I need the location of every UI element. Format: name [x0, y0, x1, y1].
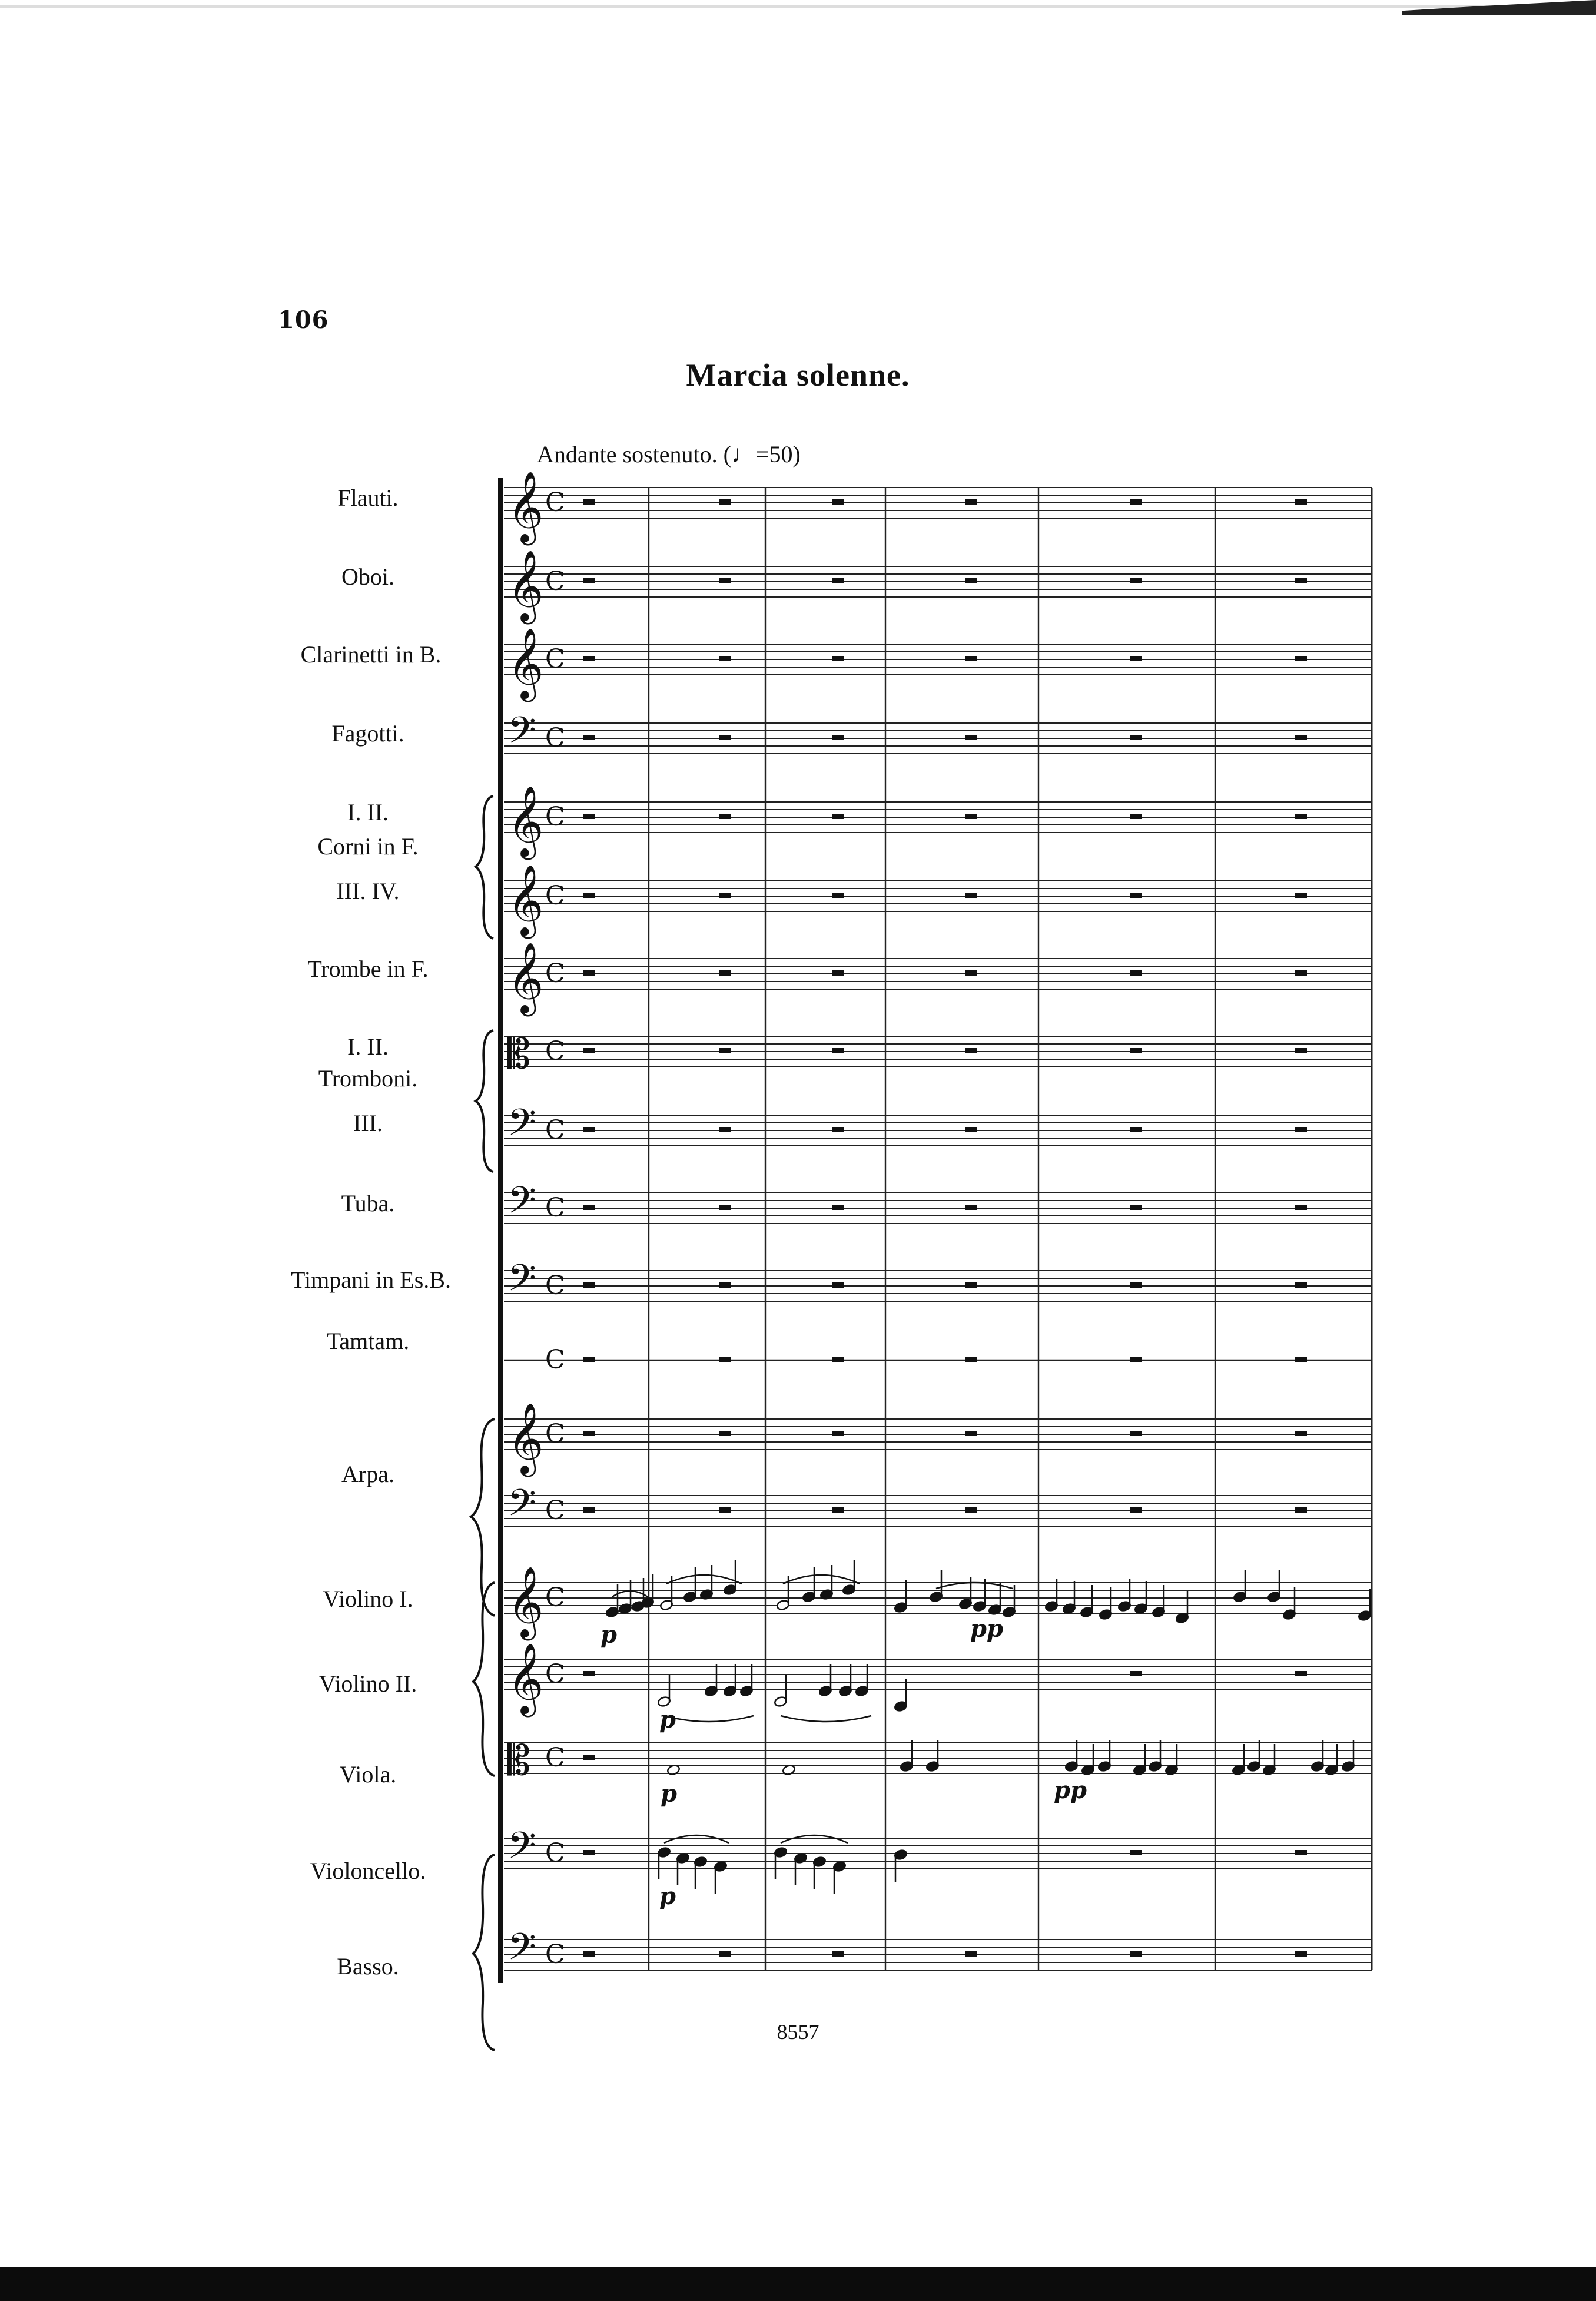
- whole-rest: [1295, 1282, 1307, 1288]
- whole-rest: [583, 1127, 595, 1132]
- whole-rest: [583, 1671, 595, 1676]
- whole-rest: [1130, 1671, 1142, 1676]
- whole-rest: [583, 1282, 595, 1288]
- whole-rest: [1295, 1127, 1307, 1132]
- whole-rest: [583, 1507, 595, 1513]
- dynamic-p: p: [659, 1706, 676, 1733]
- label-clarinetti: Clarinetti in B.: [300, 641, 442, 668]
- whole-rest: [1295, 1951, 1307, 1957]
- whole-rest: [832, 578, 844, 583]
- whole-rest: [965, 1507, 977, 1513]
- clef-icon: 𝄢: [507, 1823, 536, 1876]
- whole-rest: [965, 499, 977, 505]
- whole-rest: [719, 1507, 731, 1513]
- whole-rest: [1130, 1357, 1142, 1362]
- whole-rest: [583, 1431, 595, 1436]
- clef-icon: 𝄞: [507, 1642, 544, 1714]
- staff: [504, 802, 1372, 833]
- slur: [936, 1583, 1013, 1589]
- system-bracket: [498, 478, 503, 1983]
- whole-rest: [1295, 1205, 1307, 1210]
- whole-rest: [965, 970, 977, 976]
- label-tromboni-upper: I. II.: [347, 1033, 389, 1060]
- label-violino1: Violino I.: [323, 1586, 413, 1612]
- clef-icon: 𝄢: [507, 1178, 536, 1231]
- whole-rest: [965, 656, 977, 661]
- clef-icon: 𝄞: [507, 864, 544, 936]
- brace-corni: [476, 796, 493, 939]
- time-signature: C: [545, 1659, 565, 1689]
- page-number: 106: [278, 306, 329, 334]
- whole-rest: [1130, 656, 1142, 661]
- time-signature: C: [545, 1743, 565, 1773]
- dynamic-p: p: [659, 1882, 676, 1910]
- label-arpa: Arpa.: [341, 1461, 394, 1487]
- whole-rest: [832, 499, 844, 505]
- whole-rest: [583, 970, 595, 976]
- whole-rest: [965, 578, 977, 583]
- time-signature: C: [545, 566, 565, 596]
- staff: [504, 1036, 1372, 1067]
- slur: [781, 1716, 871, 1722]
- clef-icon: 𝄞: [507, 1402, 544, 1474]
- time-signature: C: [545, 1838, 565, 1868]
- time-signature: C: [545, 723, 565, 753]
- time-signature: C: [545, 488, 565, 518]
- whole-rest: [719, 893, 731, 898]
- whole-rest: [1130, 1127, 1142, 1132]
- brace-violini: [473, 1583, 495, 1776]
- whole-rest: [1130, 578, 1142, 583]
- barlines: [649, 488, 1372, 1970]
- whole-rest: [583, 1205, 595, 1210]
- whole-rest: [1130, 1431, 1142, 1436]
- label-tromboni-group: Tromboni.: [318, 1065, 418, 1092]
- label-tuba: Tuba.: [341, 1190, 395, 1216]
- time-signature: C: [545, 959, 565, 989]
- whole-rest: [832, 893, 844, 898]
- whole-rest: [583, 1755, 595, 1760]
- staff: [504, 1838, 1372, 1869]
- tempo-text: Andante sostenuto.: [537, 441, 718, 468]
- clef-icon: 𝄡: [507, 1736, 531, 1785]
- whole-rest: [965, 1951, 977, 1957]
- whole-rest: [832, 1357, 844, 1362]
- whole-rest: [719, 1431, 731, 1436]
- time-signature: C: [545, 1345, 565, 1375]
- time-signature: C: [545, 1583, 565, 1613]
- whole-rest: [719, 1127, 731, 1132]
- whole-rest: [965, 814, 977, 819]
- clef-icon: 𝄞: [507, 627, 544, 699]
- label-viola: Viola.: [339, 1761, 397, 1788]
- staff: [504, 1939, 1372, 1970]
- whole-rest: [1295, 1850, 1307, 1855]
- clef-icon: 𝄞: [507, 785, 544, 857]
- whole-rest: [1295, 1671, 1307, 1676]
- clef-icon: 𝄞: [507, 941, 544, 1013]
- time-signature: C: [545, 1496, 565, 1526]
- whole-rest: [719, 499, 731, 505]
- whole-rest: [1130, 1048, 1142, 1053]
- staff: [504, 1193, 1372, 1224]
- whole-rest: [719, 578, 731, 583]
- whole-rest: [965, 893, 977, 898]
- whole-rest: [719, 970, 731, 976]
- whole-rest: [832, 1048, 844, 1053]
- label-trombe: Trombe in F.: [307, 956, 429, 982]
- staff: [504, 1271, 1372, 1301]
- whole-rest: [965, 1357, 977, 1362]
- whole-rest: [719, 1048, 731, 1053]
- whole-rest: [583, 499, 595, 505]
- whole-rest: [832, 1507, 844, 1513]
- tempo-marking: Andante sostenuto. (♩=50): [537, 441, 801, 468]
- whole-rest: [583, 656, 595, 661]
- slur: [781, 1835, 848, 1843]
- whole-rest: [1130, 1205, 1142, 1210]
- whole-rest: [1295, 1357, 1307, 1362]
- time-signature: C: [545, 1271, 565, 1301]
- whole-rest: [1130, 893, 1142, 898]
- group-braces: [471, 796, 495, 2050]
- clef-icon: 𝄢: [507, 1100, 536, 1153]
- whole-rest: [1295, 814, 1307, 819]
- whole-rest: [719, 1357, 731, 1362]
- label-corni-lower: III. IV.: [336, 878, 400, 904]
- whole-rest: [719, 1282, 731, 1288]
- clef-icon: 𝄡: [507, 1030, 531, 1078]
- brace-tromboni: [476, 1030, 493, 1172]
- whole-rest: [832, 1951, 844, 1957]
- whole-rest: [583, 735, 595, 740]
- clef-icon: 𝄞: [507, 549, 544, 621]
- clef-icon: 𝄢: [507, 1925, 536, 1977]
- clef-icon: 𝄢: [507, 1256, 536, 1308]
- whole-rest: [965, 1048, 977, 1053]
- clef-icon: 𝄢: [507, 1481, 536, 1533]
- label-flauti: Flauti.: [337, 485, 399, 511]
- whole-rest: [965, 735, 977, 740]
- time-signature: C: [545, 1193, 565, 1223]
- label-corni-group: Corni in F.: [317, 833, 419, 860]
- whole-rest: [1130, 1282, 1142, 1288]
- rests: [583, 499, 1307, 1957]
- staff: [504, 881, 1372, 911]
- dynamic-pp: pp: [970, 1615, 1003, 1643]
- time-signature: C: [545, 1036, 565, 1066]
- staff: [504, 959, 1372, 989]
- staff: [504, 1659, 1372, 1690]
- dynamic-pp: pp: [1054, 1776, 1087, 1804]
- whole-rest: [719, 814, 731, 819]
- whole-rest: [1295, 656, 1307, 661]
- label-fagotti: Fagotti.: [331, 720, 404, 747]
- label-violino2: Violino II.: [318, 1670, 417, 1697]
- slur: [664, 1716, 754, 1722]
- time-signature: C: [545, 1115, 565, 1145]
- whole-rest: [1295, 970, 1307, 976]
- whole-rest: [832, 1127, 844, 1132]
- time-signature: C: [545, 802, 565, 832]
- whole-rest: [832, 735, 844, 740]
- label-violoncello: Violoncello.: [310, 1858, 426, 1884]
- whole-rest: [1295, 735, 1307, 740]
- whole-rest: [1130, 735, 1142, 740]
- whole-rest: [832, 1431, 844, 1436]
- whole-rest: [1130, 1850, 1142, 1855]
- staff: [504, 566, 1372, 597]
- plate-number: 8557: [777, 2020, 819, 2044]
- label-basso: Basso.: [337, 1953, 399, 1980]
- whole-rest: [1295, 1507, 1307, 1513]
- whole-rest: [1295, 893, 1307, 898]
- staff: [504, 723, 1372, 754]
- bottom-scan-edge: [0, 2267, 1596, 2301]
- clef-icon: 𝄞: [507, 470, 544, 542]
- clef-icon: 𝄢: [507, 708, 536, 761]
- staff: [504, 1115, 1372, 1146]
- whole-rest: [1130, 1507, 1142, 1513]
- label-timpani: Timpani in Es.B.: [291, 1266, 451, 1293]
- time-signature: C: [545, 644, 565, 674]
- time-signature: C: [545, 881, 565, 911]
- whole-rest: [1295, 499, 1307, 505]
- time-signature: C: [545, 1939, 565, 1970]
- staff: [504, 1496, 1372, 1526]
- whole-rest: [832, 1205, 844, 1210]
- whole-rest: [1130, 970, 1142, 976]
- label-tamtam: Tamtam.: [326, 1328, 410, 1354]
- whole-rest: [719, 1205, 731, 1210]
- label-oboi: Oboi.: [341, 563, 394, 590]
- brace-arpa: [471, 1419, 495, 1616]
- staff: [504, 644, 1372, 675]
- whole-rest: [832, 656, 844, 661]
- slur: [664, 1835, 729, 1843]
- whole-rest: [719, 1951, 731, 1957]
- whole-rest: [1130, 1951, 1142, 1957]
- clef-icon: 𝄞: [507, 1566, 544, 1637]
- whole-rest: [1295, 1431, 1307, 1436]
- staff: [504, 488, 1372, 518]
- dynamic-p: p: [600, 1621, 617, 1649]
- whole-rest: [583, 893, 595, 898]
- whole-rest: [719, 656, 731, 661]
- whole-rest: [832, 1282, 844, 1288]
- label-corni-upper: I. II.: [347, 799, 389, 825]
- whole-rest: [965, 1431, 977, 1436]
- whole-rest: [583, 1951, 595, 1957]
- dynamic-p: p: [661, 1780, 677, 1808]
- whole-rest: [832, 970, 844, 976]
- time-signature: C: [545, 1419, 565, 1449]
- movement-title: Marcia solenne.: [686, 357, 910, 393]
- whole-rest: [583, 814, 595, 819]
- whole-rest: [965, 1205, 977, 1210]
- quarter-note-icon: ♩: [731, 441, 756, 468]
- whole-rest: [719, 735, 731, 740]
- whole-rest: [583, 1850, 595, 1855]
- whole-rest: [583, 578, 595, 583]
- whole-rest: [583, 1048, 595, 1053]
- whole-rest: [965, 1127, 977, 1132]
- metronome-value: =50: [755, 441, 793, 468]
- whole-rest: [965, 1282, 977, 1288]
- whole-rest: [1130, 499, 1142, 505]
- label-tromboni-lower: III.: [353, 1110, 383, 1136]
- whole-rest: [1295, 578, 1307, 583]
- staff: [504, 1419, 1372, 1450]
- whole-rest: [1295, 1048, 1307, 1053]
- whole-rest: [583, 1357, 595, 1362]
- whole-rest: [832, 814, 844, 819]
- whole-rest: [1130, 814, 1142, 819]
